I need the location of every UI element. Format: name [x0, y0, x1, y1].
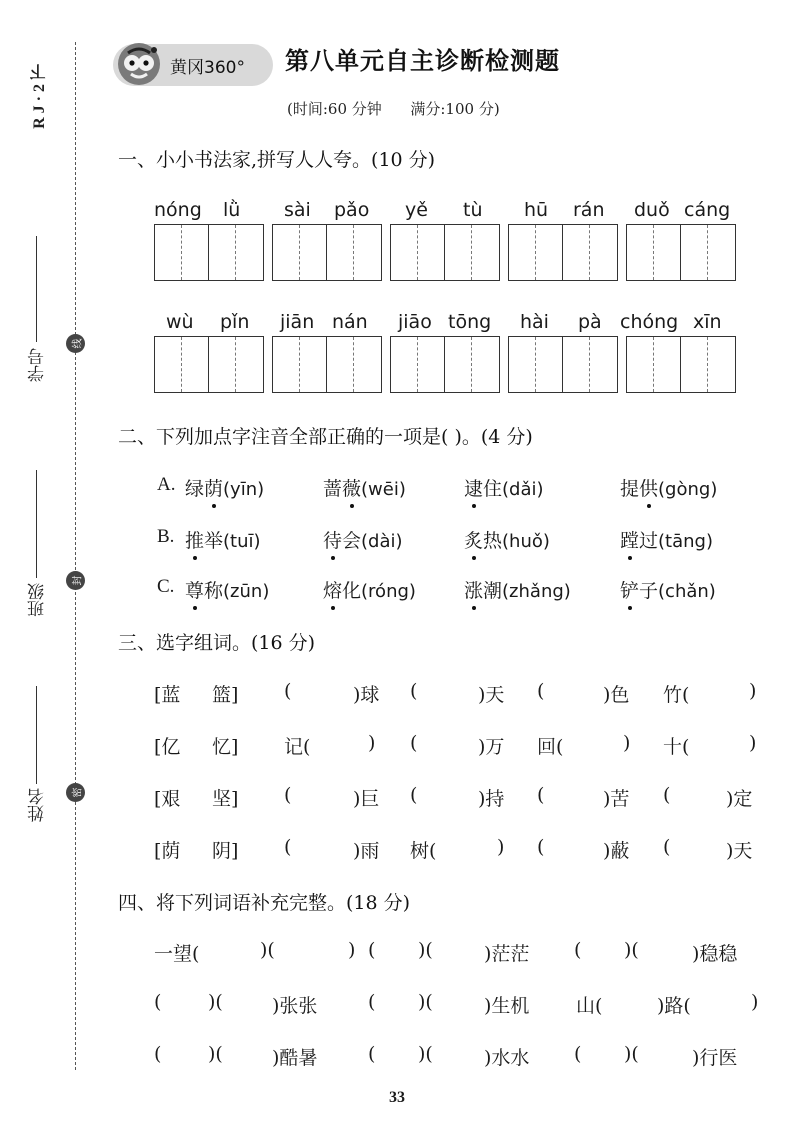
- brand-badge-label: 黄冈360°: [170, 58, 245, 78]
- writing-box[interactable]: [390, 336, 500, 393]
- section3-title: 三、选字组词。(16 分): [118, 632, 316, 654]
- pinyin-syllable: chóng: [620, 311, 679, 333]
- mascot-icon: [116, 41, 162, 87]
- pinyin-syllable: nán: [332, 311, 368, 333]
- section1-title: 一、小小书法家,拼写人人夸。(10 分): [118, 149, 436, 171]
- seal-mark-feng: 封: [66, 571, 85, 590]
- binding-dashed-line: [75, 42, 76, 1070]
- pinyin-syllable: lǜ: [223, 199, 241, 221]
- option-label: C.: [157, 576, 175, 597]
- idiom-fill-line[interactable]: ( )( )酷暑 ( )( )水水 ( )( )行医: [154, 1043, 738, 1069]
- xuehao-label: 学号: [28, 348, 48, 382]
- writing-box[interactable]: [508, 336, 618, 393]
- pinyin-syllable: yě: [405, 199, 428, 221]
- pinyin-syllable: hài: [520, 311, 549, 333]
- pinyin-syllable: rán: [573, 199, 605, 221]
- pinyin-syllable: cáng: [684, 199, 731, 221]
- page-number: 33: [389, 1089, 405, 1106]
- pinyin-syllable: nóng: [154, 199, 202, 221]
- seal-mark-mi: 密: [66, 783, 85, 802]
- page-title: 第八单元自主诊断检测题: [285, 47, 560, 75]
- word-group-line[interactable]: [蓝 篮] ( )球 ( )天 ( )色 竹( ): [154, 680, 757, 706]
- xingming-label: 姓名: [28, 788, 48, 822]
- writing-box[interactable]: [508, 224, 618, 281]
- pinyin-syllable: hū: [524, 199, 549, 221]
- word-group-line[interactable]: [艰 坚] ( )巨 ( )持 ( )苦 ( )定: [154, 784, 753, 810]
- writing-box[interactable]: [154, 336, 264, 393]
- pinyin-syllable: pǐn: [220, 311, 250, 333]
- writing-box[interactable]: [272, 224, 382, 281]
- writing-box[interactable]: [626, 336, 736, 393]
- seal-mark-xian: 线: [66, 334, 85, 353]
- word-group-line[interactable]: [亿 忆] 记( ) ( )万 回( ) 十( ): [154, 732, 757, 758]
- writing-box[interactable]: [626, 224, 736, 281]
- pinyin-syllable: tù: [463, 199, 483, 221]
- option-label: B.: [157, 526, 175, 547]
- writing-box[interactable]: [272, 336, 382, 393]
- time-score-note: (时间:60 分钟 满分:100 分): [287, 100, 500, 118]
- pinyin-syllable: xīn: [693, 311, 722, 333]
- banji-blank-line: [36, 470, 37, 578]
- pinyin-syllable: jiāo: [398, 311, 432, 333]
- writing-box[interactable]: [390, 224, 500, 281]
- writing-box[interactable]: [154, 224, 264, 281]
- banji-label: 班级: [28, 583, 48, 617]
- xingming-blank-line: [36, 686, 37, 784]
- pinyin-row-2: [154, 311, 764, 335]
- section4-title: 四、将下列词语补充完整。(18 分): [118, 892, 411, 914]
- section2-title: 二、下列加点字注音全部正确的一项是( )。(4 分): [118, 426, 533, 448]
- pinyin-syllable: wù: [166, 311, 194, 333]
- idiom-fill-line[interactable]: 一望( )( ) ( )( )茫茫 ( )( )稳稳: [154, 939, 738, 965]
- pinyin-syllable: pà: [578, 311, 602, 333]
- pinyin-syllable: tōng: [448, 311, 492, 333]
- grade-label: R J · 2 下: [31, 64, 48, 129]
- pinyin-syllable: jiān: [280, 311, 315, 333]
- idiom-fill-line[interactable]: ( )( )张张 ( )( )生机 山( )路( ): [154, 991, 759, 1017]
- xuehao-blank-line: [36, 236, 37, 342]
- pinyin-syllable: duǒ: [634, 199, 670, 221]
- pinyin-syllable: pǎo: [334, 199, 370, 221]
- pinyin-row-1: [154, 199, 764, 223]
- option-label: A.: [157, 474, 176, 495]
- pinyin-syllable: sài: [284, 199, 311, 221]
- word-group-line[interactable]: [荫 阴] ( )雨 树( ) ( )蔽 ( )天: [154, 836, 753, 862]
